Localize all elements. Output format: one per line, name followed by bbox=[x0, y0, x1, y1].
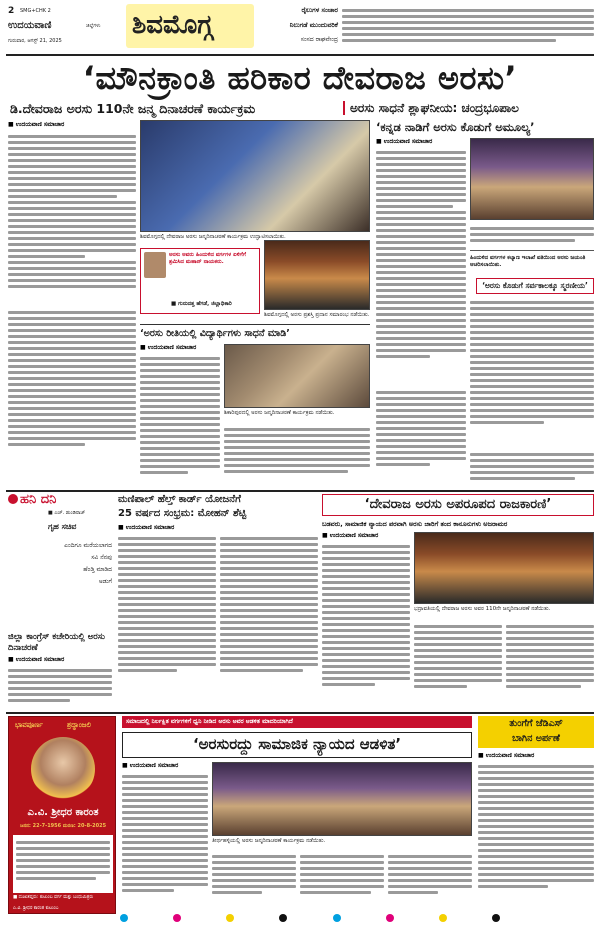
quote-author-avatar bbox=[144, 252, 166, 278]
lead-quote-box bbox=[140, 248, 260, 314]
tunga-byline: ■ ಉದಯವಾಣಿ ಸಮಾಚಾರ bbox=[478, 752, 535, 759]
lead-quote-text: ಅರಸು ಅವರು ಹಿಂದುಳಿದ ವರ್ಗಗಳ ಏಳಿಗೆಗೆ ಶ್ರಮಿಸಿದ ಮಹಾನ್ ನಾಯಕರು. bbox=[169, 252, 246, 265]
students-rule bbox=[140, 324, 370, 325]
edition-code: SMG+CHK 2 bbox=[20, 8, 51, 14]
city-title: ಶಿವಮೊಗ್ಗ bbox=[132, 10, 213, 40]
lead-headline: ‘ಮೌನಕ್ರಾಂತಿ ಹರಿಕಾರ ದೇವರಾಜ ಅರಸು’ bbox=[82, 59, 518, 97]
manipal-headline-2: 25 ವರ್ಷದ ಸಂಭ್ರಮ: ಮೋಹನ್ ಶೆಟ್ಟಿ bbox=[118, 508, 247, 519]
social-justice-kicker-bar bbox=[122, 716, 472, 728]
politics-photo bbox=[414, 532, 594, 604]
manipal-headline-1: ಮಣಿಪಾಲ್ ಹೆಲ್ತ್ ಕಾರ್ಡ್ ಯೋಜನೆಗೆ bbox=[118, 494, 241, 505]
tribute-portrait bbox=[31, 737, 95, 801]
honey-poem-line-3: ಹೆಂಡ್ತಿ ಮಾಡಿದ bbox=[83, 566, 112, 573]
politics-deck: ಬಡವರು, ಸಾಮಾಜಿಕ ನ್ಯಾಯದ ಪರವಾಗಿ ಅರಸು ಜಾರಿಗೆ ತಂದ ಕಾನೂನುಗಳು ಅಜರಾಮರ bbox=[322, 520, 508, 528]
lead-body-continued bbox=[8, 308, 136, 484]
section-rule-1 bbox=[6, 490, 594, 492]
tribute-label-2: ಶ್ರದ್ಧಾಂಜಲಿ bbox=[67, 721, 91, 729]
tunga-headline-box bbox=[478, 716, 594, 748]
social-justice-kicker: ಸಮಾಜದಲ್ಲಿ ನಿರ್ಲಕ್ಷಿತ ವರ್ಗಗಳಿಗೆ ಧ್ವನಿ ನೀಡಿದ ಅರಸು ಅವರ ಆಡಳಿತ ಮಾದರಿಯಾಗಿದೆ bbox=[126, 718, 293, 725]
side-note-3: ಸಂಸದ ರಾಘವೇಂದ್ರ bbox=[300, 36, 338, 43]
students-photo-caption: ಶಿಕಾರಿಪುರದಲ್ಲಿ ಅರಸು ಜನ್ಮದಿನಾಚರಣೆ ಕಾರ್ಯಕ್ರಮ ನಡೆಯಿತು. bbox=[224, 410, 335, 416]
students-body bbox=[140, 344, 220, 494]
section-rule-2 bbox=[6, 712, 594, 714]
students-headline: ‘ಅರಸು ರೀತಿಯಲ್ಲಿ ವಿದ್ಯಾರ್ಥಿಗಳು ಸಾಧನೆ ಮಾಡಿ’ bbox=[140, 328, 290, 339]
lead-photo-caption-1: ಶಿವಮೊಗ್ಗದಲ್ಲಿ ದೇವರಾಜ ಅರಸು ಜನ್ಮದಿನಾಚರಣೆ ಕಾರ್ಯಕ್ರಮ ಉದ್ಘಾಟಿಸಲಾಯಿತು. bbox=[140, 234, 286, 240]
print-color-marks bbox=[120, 914, 500, 922]
deck-divider bbox=[343, 101, 345, 115]
arasu-corner-body bbox=[470, 298, 594, 448]
tunga-headline-1: ತುಂಗೆಗೆ ಜೆಡಿಎಸ್ bbox=[509, 718, 563, 729]
honey-poem-line-4: ಅಡುಗೆ bbox=[98, 578, 112, 585]
kannada-nadu-headline: ‘ಕನ್ನಡ ನಾಡಿಗೆ ಅರಸು ಕೊಡುಗೆ ಅಮೂಲ್ಯ’ bbox=[376, 120, 535, 134]
tribute-dates: ಜನನ: 22-7-1956 ಮರಣ: 20-8-2025 bbox=[19, 823, 107, 829]
paper-tag: ಜಿಲ್ಲೆಗಳು bbox=[86, 23, 101, 29]
tribute-name: ಎ.ವಿ. ಶ್ರೀಧರ ಕಾರಂತ bbox=[27, 807, 99, 818]
manipal-byline: ■ ಉದಯವಾಣಿ ಸಮಾಚಾರ bbox=[118, 524, 175, 531]
kannada-nadu-byline: ■ ಉದಯವಾಣಿ ಸಮಾಚಾರ bbox=[376, 138, 433, 145]
politics-headline-box bbox=[322, 494, 594, 516]
social-justice-body-right bbox=[212, 852, 472, 908]
page-number: 2 bbox=[8, 6, 15, 16]
tribute-ad bbox=[8, 716, 116, 914]
honey-column bbox=[8, 494, 112, 630]
lead-body-left bbox=[8, 121, 136, 312]
tribute-details bbox=[13, 835, 113, 893]
congress-body bbox=[8, 656, 112, 716]
tribute-label-1: ಭಾವಪೂರ್ಣ bbox=[15, 721, 43, 729]
lead-byline: ■ ಉದಯವಾಣಿ ಸಮಾಚಾರ bbox=[8, 121, 65, 128]
honey-poem-line-2: ಸವಿ ನೆನಪು bbox=[91, 554, 112, 561]
masthead-rule bbox=[6, 54, 594, 56]
lead-photo-inauguration bbox=[140, 120, 370, 232]
students-photo bbox=[224, 344, 370, 408]
politics-body-right bbox=[414, 622, 594, 708]
date-line: ಗುರುವಾರ, ಆಗಸ್ಟ್ 21, 2025 bbox=[8, 38, 62, 44]
honey-poem bbox=[38, 540, 112, 588]
lead-deck-right: ಅರಸು ಸಾಧನೆ ಶ್ಲಾಘನೀಯ: ಚಂದ್ರಭೂಪಾಲ bbox=[350, 101, 519, 115]
politics-body bbox=[322, 532, 410, 718]
politics-photo-caption: ಭದ್ರಾವತಿಯಲ್ಲಿ ದೇವರಾಜ ಅರಸು ಅವರ 110ನೇ ಜನ್ಮದಿನಾಚರಣೆ ನಡೆಯಿತು. bbox=[414, 606, 551, 612]
social-justice-headline: ‘ಅರಸುರದ್ದು ಸಾಮಾಜಿಕ ನ್ಯಾಯದ ಆಡಳಿತ’ bbox=[122, 732, 472, 758]
tribute-footer-1: ■ ದುಃಖತಪ್ತರು: ಕುಟುಂಬ ವರ್ಗ ಮತ್ತು ಬಂಧುಮಿತ್ರರು bbox=[13, 895, 94, 900]
social-justice-body bbox=[122, 762, 208, 916]
city-title-panel bbox=[126, 4, 254, 48]
arasu-corner-rule bbox=[470, 250, 594, 251]
honey-poem-line-1: ಎಂದಿಗೂ ಮರೆಯಲಾಗದ bbox=[64, 542, 112, 549]
tunga-headline-2: ಬಾಗಿನ ಅರ್ಪಣೆ bbox=[512, 733, 560, 744]
students-body-right bbox=[224, 425, 370, 485]
kannada-nadu-body bbox=[376, 138, 466, 393]
kannada-nadu-photo bbox=[470, 138, 594, 220]
masthead-side-note bbox=[262, 6, 338, 48]
students-byline: ■ ಉದಯವಾಣಿ ಸಮಾಚಾರ bbox=[140, 344, 197, 351]
social-justice-photo bbox=[212, 762, 472, 836]
kannada-nadu-body-continued bbox=[376, 388, 466, 486]
congress-headline: ಜಿಲ್ಲಾ ಕಾಂಗ್ರೆಸ್ ಕಚೇರಿಯಲ್ಲಿ ಅರಸು ದಿನಾಚರಣೆ bbox=[8, 632, 106, 653]
social-justice-photo-caption: ತೀರ್ಥಹಳ್ಳಿಯಲ್ಲಿ ಅರಸು ಜನ್ಮದಿನಾಚರಣೆ ಕಾರ್ಯಕ್ರಮ ನಡೆಯಿತು. bbox=[212, 838, 326, 844]
kannada-nadu-caption bbox=[470, 224, 594, 246]
honey-title: ಗೃಹ ಸಚಿವ bbox=[48, 522, 77, 531]
side-note-1: ರೈಲುಗಳ ಸಂಚಾರ bbox=[301, 6, 338, 14]
manipal-body bbox=[118, 524, 318, 714]
politics-headline: ‘ದೇವರಾಜ ಅರಸು ಅಪರೂಪದ ರಾಜಕಾರಣಿ’ bbox=[364, 497, 552, 512]
honey-author: ■ ಎಚ್. ಡುಂಡಿರಾಜ್ bbox=[48, 510, 86, 516]
honey-logo: ಹನಿ ದನಿ bbox=[20, 492, 57, 507]
congress-byline: ■ ಉದಯವಾಣಿ ಸಮಾಚಾರ bbox=[8, 656, 65, 663]
politics-byline: ■ ಉದಯವಾಣಿ ಸಮಾಚಾರ bbox=[322, 532, 379, 539]
paper-name: ಉದಯವಾಣಿ bbox=[8, 20, 52, 31]
tunga-body bbox=[478, 752, 594, 912]
social-justice-byline: ■ ಉದಯವಾಣಿ ಸಮಾಚಾರ bbox=[122, 762, 179, 769]
lead-quote-author: ■ ಗುರುದತ್ತ ಹೆಗಡೆ, ಜಿಲ್ಲಾಧಿಕಾರಿ bbox=[171, 301, 232, 307]
tribute-footer-2: ಎ.ವಿ. ಶ್ರೀಧರ ಕಾರಂತ ಕುಟುಂಬ bbox=[13, 906, 59, 911]
arasu-corner-intro: ಹಿಂದುಳಿದ ವರ್ಗಗಳ ಕಲ್ಯಾಣ ಇಲಾಖೆ ವತಿಯಿಂದ ಅರಸು ಜಯಂತಿ ಆಚರಿಸಲಾಯಿತು. bbox=[470, 255, 586, 268]
lead-deck-left: ಡಿ.ದೇವರಾಜ ಅರಸು 110ನೇ ಜನ್ಮ ದಿನಾಚರಣೆ ಕಾರ್ಯಕ್ರಮ bbox=[10, 101, 256, 116]
masthead-brief-text bbox=[342, 6, 594, 50]
masthead-left bbox=[8, 6, 128, 52]
lead-photo-caption-2: ಶಿವಮೊಗ್ಗದಲ್ಲಿ ಅರಸು ಪ್ರಶಸ್ತಿ ಪ್ರದಾನ ಸಮಾರಂಭ ನಡೆಯಿತು. bbox=[264, 312, 370, 318]
arasu-corner-body-continued bbox=[470, 450, 594, 486]
arasu-corner-headline: ‘ಅರಸು ಕೊಡುಗೆ ಸರ್ವಕಾಲಕ್ಕೂ ಸ್ಮರಣೀಯ’ bbox=[476, 278, 594, 294]
lead-photo-award bbox=[264, 240, 370, 310]
side-note-2: ನಿಲುಗಡೆ ಮುಂದುವರಿಕೆ bbox=[289, 21, 338, 29]
honey-drop-icon bbox=[8, 494, 18, 504]
